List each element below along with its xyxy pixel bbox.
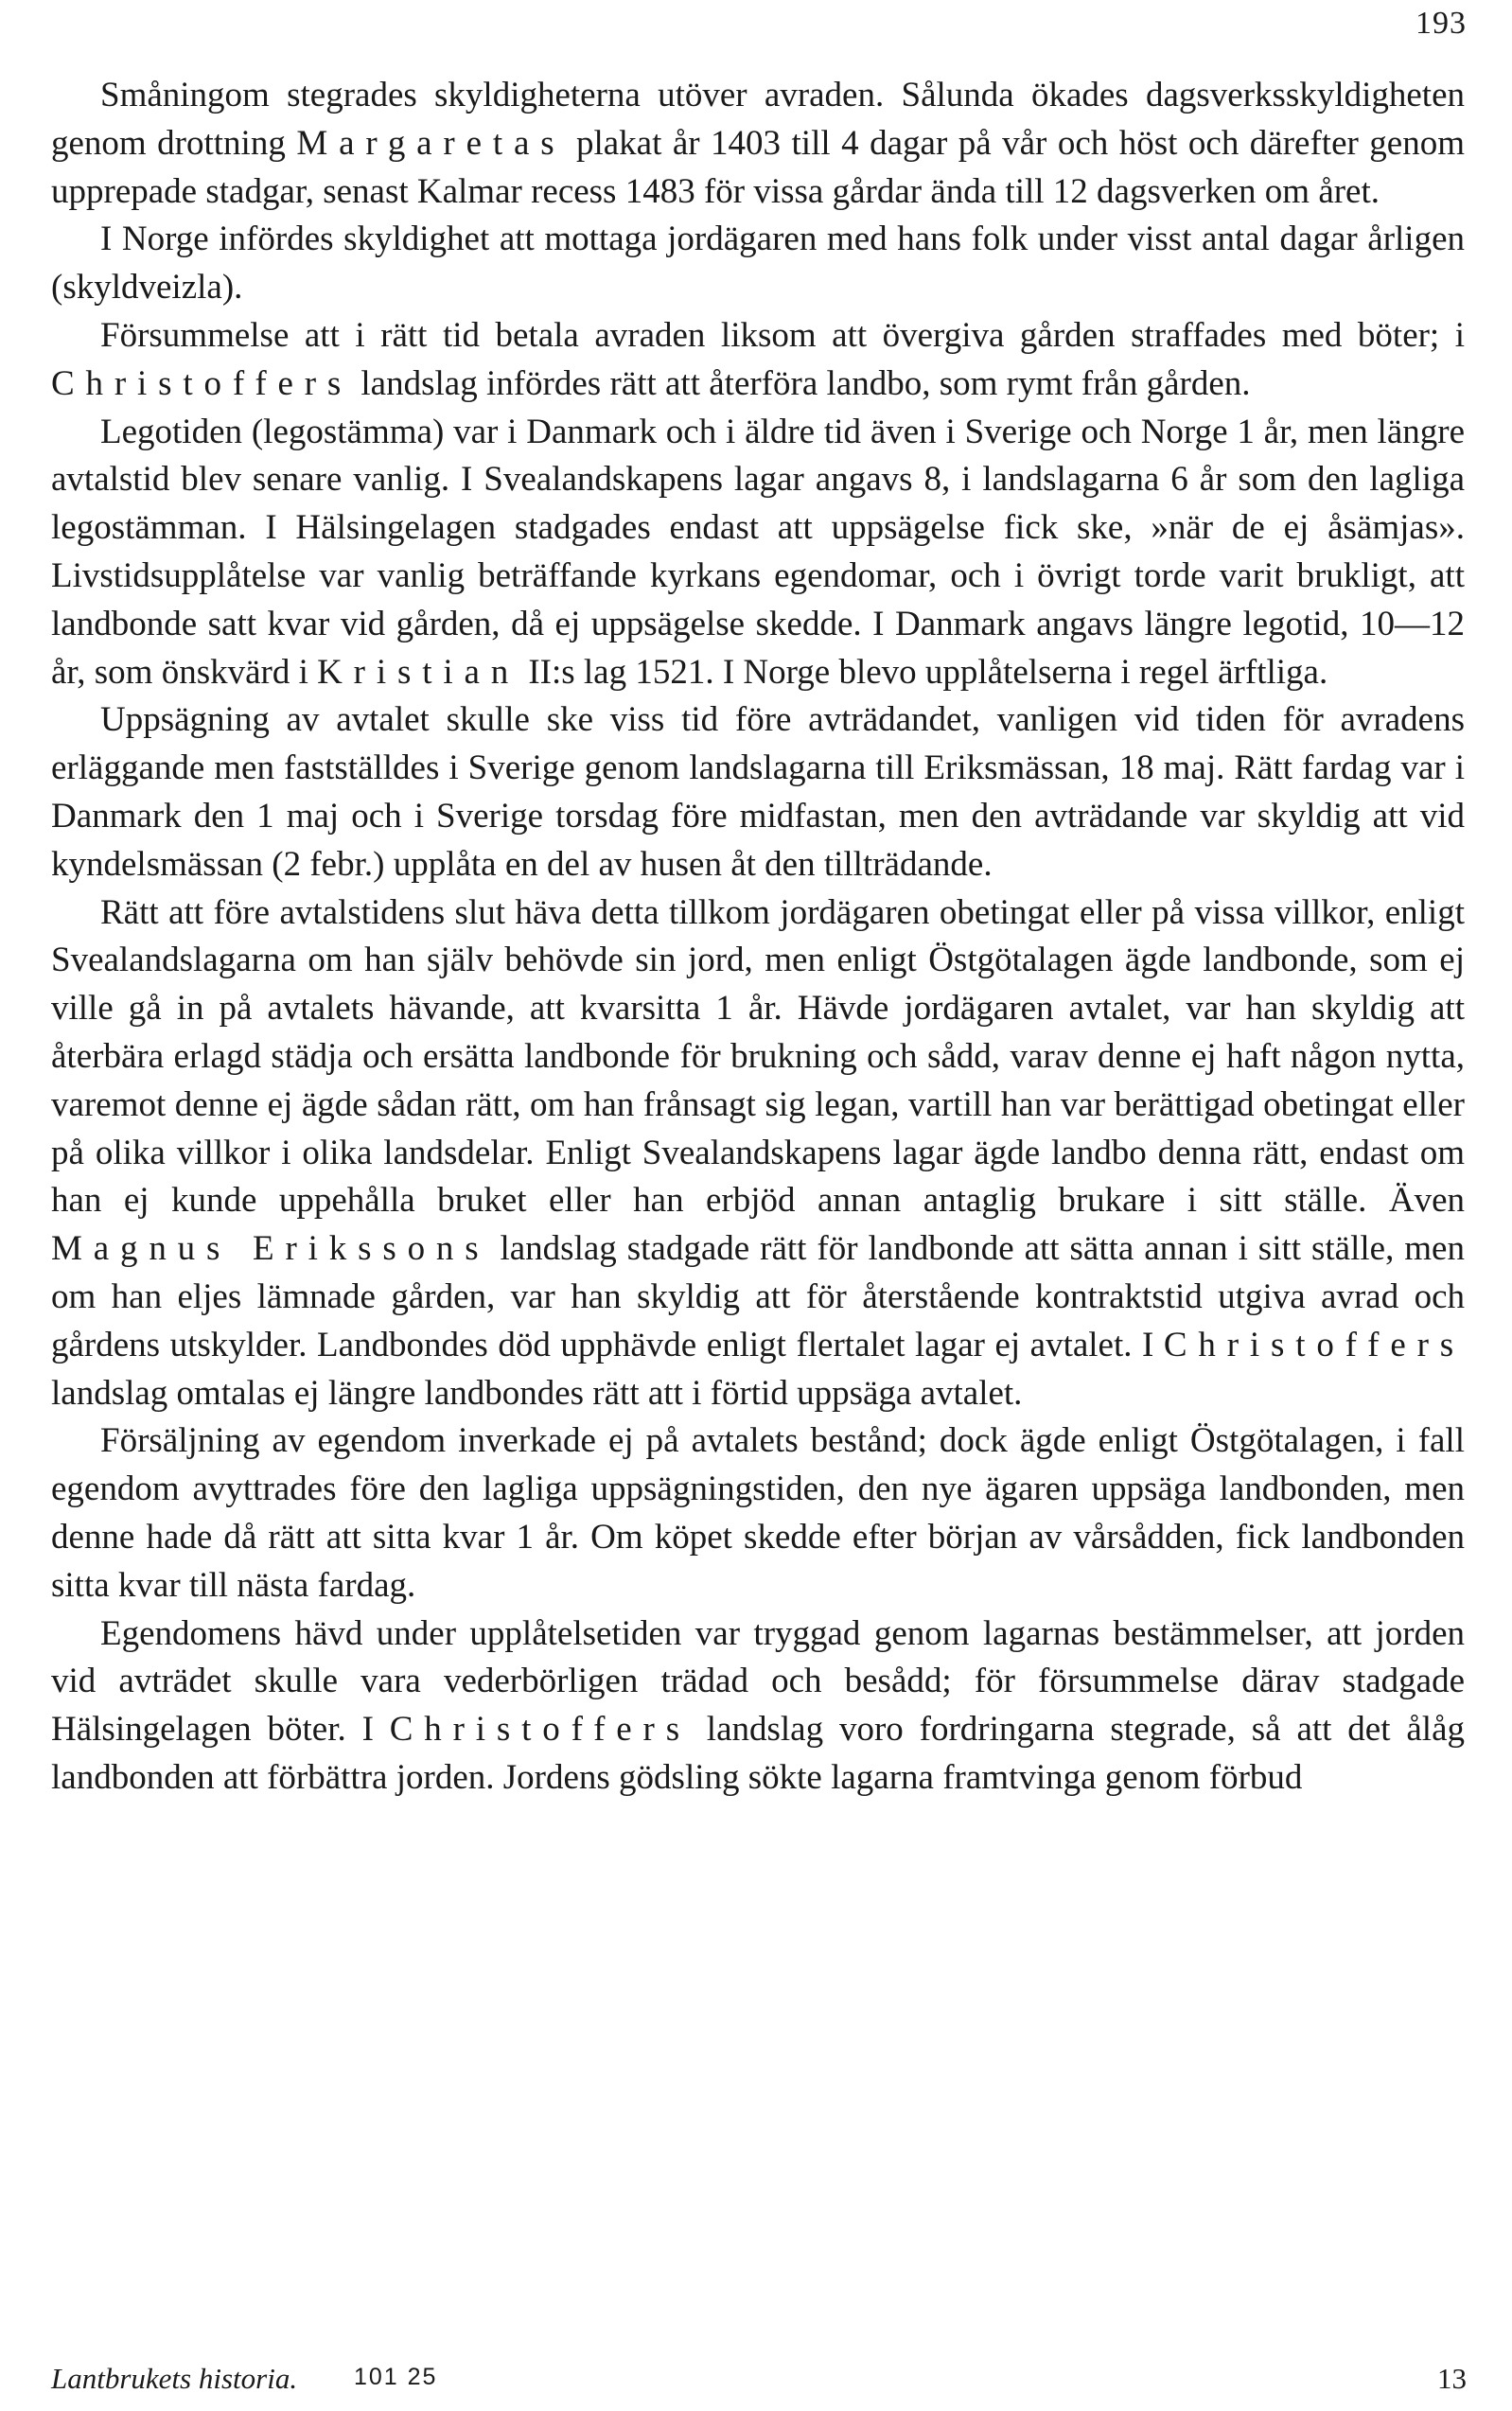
spaced-name: Christoffers: [1163, 1325, 1465, 1364]
paragraph: [51, 409, 1465, 697]
page-number: 193: [1415, 6, 1467, 41]
footer-signature: 101 25: [354, 2364, 438, 2390]
paragraph-text: landslag voro fordringarna stegrade, så att det ålåg landbonden att förbättra jorden. Jordens gödsling sökte lagarna framtvinga genom förbud: [51, 1710, 1465, 1797]
paragraph-text: landslag infördes rätt att återföra landbo, som rymt från gården.: [352, 363, 1251, 403]
paragraph-text: landslag omtalas ej längre landbondes rätt att i förtid uppsäga avtalet.: [51, 1373, 1023, 1413]
paragraph-text: Småningom stegrades skyldigheterna utöver avraden. Sålunda ökades dagsverksskyldigheten genom drottning: [51, 76, 1465, 163]
paragraph: [51, 696, 1465, 889]
paragraph-text: Försummelse att i rätt tid betala avraden liksom att övergiva gården straffades med böter; i: [100, 315, 1465, 355]
paragraph-text: landslag stadgade rätt för landbonde att sätta annan i sitt ställe, men om han eljes lämnade gården, var han skyldig att för återstående kontraktstid utgiva avrad och gårdens utskylder. Landbondes död upphävde enligt flertalet lagar ej avtalet. I: [51, 1229, 1465, 1364]
footer-book-title: Lantbrukets historia.: [51, 2362, 298, 2395]
spaced-name: Magnus Erikssons: [51, 1229, 490, 1269]
paragraph-text: Rätt att före avtalstidens slut häva detta tillkom jordägaren obetingat eller på vissa villkor, enligt Svealandslagarna om han själv behövde sin jord, men enligt Östgötalagen ägde landbonde, som ej ville gå in på avtalets hävande, att kvarsitta 1 år. Hävde jordägaren avtalet, var han skyldig att återbära erlagd städja och ersätta landbonde för brukning och sådd, varav denne ej haft någon nytta, varemot denne ej ägde sådan rätt, om han frånsagt sig legan, vartill han var berättigad obetingat eller på olika villkor i olika landsdelar. Enligt Svealandskapens lagar ägde landbo denna rätt, endast om han ej kunde uppehålla bruket eller han erbjöd annan antaglig brukare i sitt ställe. Även: [51, 892, 1465, 1221]
paragraph-text: Försäljning av egendom inverkade ej på avtalets bestånd; dock ägde enligt Östgötalagen, i fall egendom avyttrades före den lagliga uppsägningstiden, den nye ägaren uppsäga landbonden, men denne hade då rätt att sitta kvar 1 år. Om köpet skedde efter början av vårsådden, fick landbonden sitta kvar till nästa fardag.: [51, 1421, 1465, 1605]
paragraph-text: Uppsägning av avtalet skulle ske viss tid före avträdandet, vanligen vid tiden för avradens erläggande men fastställdes i Sverige genom landslagarna till Eriksmässan, 18 maj. Rätt fardag var i Danmark den 1 maj och i Sverige torsdag före midfastan, men den avträdande var skyldig att vid kyndelsmässan (2 febr.) upplåta en del av husen åt den tillträdande.: [51, 700, 1465, 884]
footer-sheet-number: 13: [1437, 2362, 1467, 2395]
spaced-name: Kristian: [317, 652, 520, 692]
paragraph-text: II:s lag 1521. I Norge blevo upplåtelserna i regel ärftliga.: [519, 652, 1328, 692]
paragraph: [51, 1417, 1465, 1610]
paragraph: [51, 312, 1465, 409]
spaced-name: Margaretas: [296, 123, 566, 163]
paragraph: [51, 216, 1465, 312]
paragraph-text: Legotiden (legostämma) var i Danmark och i äldre tid även i Sverige och Norge 1 år, men längre avtalstid blev senare vanlig. I Svealandskapens lagar angavs 8, i landslagarna 6 år som den lagliga legostämman. I Hälsingelagen stadgades endast att uppsägelse fick ske, »när de ej åsämjas». Livstidsupplåtelse var vanlig beträffande kyrkans egendomar, och i övrigt torde varit brukligt, att landbonde satt kvar vid gården, då ej uppsägelse skedde. I Danmark angavs längre legotid, 10—12 år, som önskvärd i: [51, 412, 1465, 692]
spaced-name: Christoffers: [51, 363, 353, 403]
paragraph: [51, 889, 1465, 1418]
spaced-name: Christoffers: [389, 1710, 691, 1750]
paragraph-text: I Norge infördes skyldighet att mottaga jordägaren med hans folk under visst antal dagar årligen (skyldveizla).: [51, 220, 1465, 308]
paragraph: [51, 72, 1465, 216]
paragraph: [51, 1610, 1465, 1803]
paragraph-text: Egendomens hävd under upplåtelsetiden var tryggad genom lagarnas bestämmelser, att jorden vid avträdet skulle vara vederbörligen trädad och besådd; för försummelse därav stadgade Hälsingelagen böter. I: [51, 1613, 1465, 1750]
paragraph-text: plakat år 1403 till 4 dagar på vår och höst och därefter genom upprepade stadgar, senast Kalmar recess 1483 för vissa gårdar ända till 12 dagsverken om året.: [51, 123, 1465, 211]
page-footer: [51, 2362, 1467, 2403]
body-text: [51, 72, 1465, 1803]
